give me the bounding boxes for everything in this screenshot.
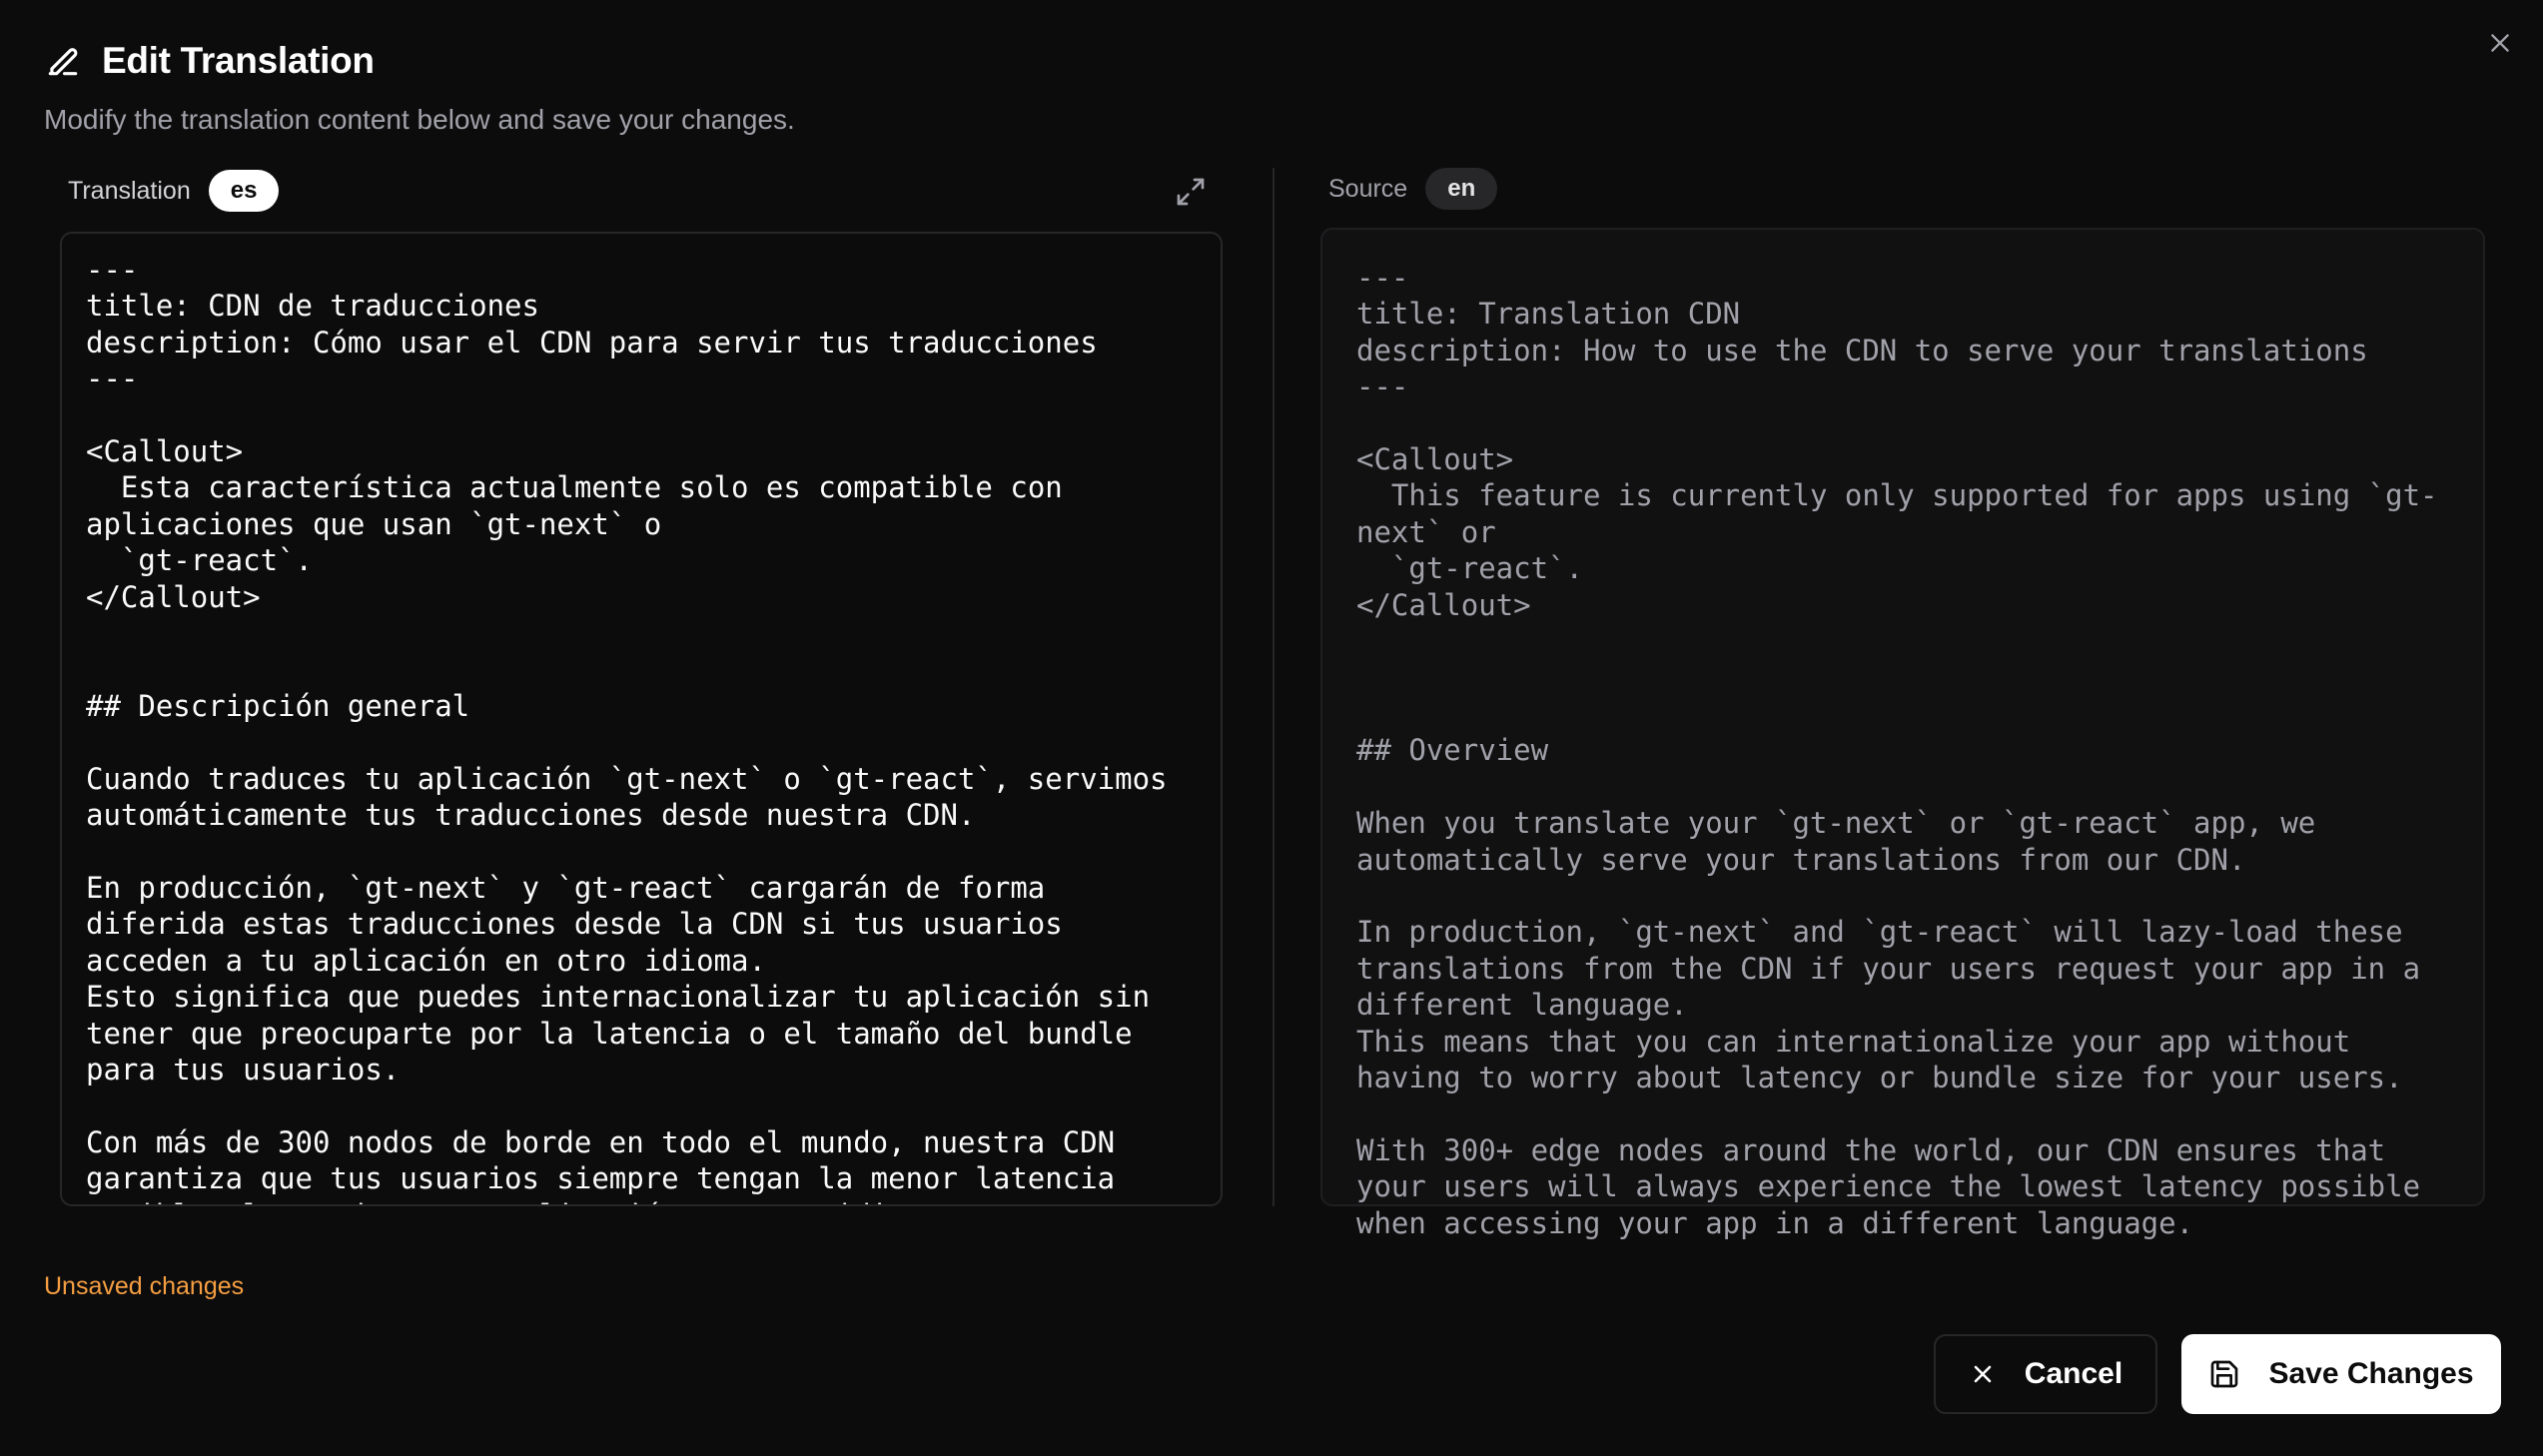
translation-header xyxy=(68,170,279,212)
source-header xyxy=(1328,168,1497,210)
pencil-icon xyxy=(44,42,82,80)
dialog-title: Edit Translation xyxy=(102,40,375,81)
expand-button[interactable] xyxy=(1173,174,1209,210)
close-button[interactable] xyxy=(2483,26,2517,60)
translation-editor[interactable] xyxy=(60,232,1223,1206)
cancel-button[interactable] xyxy=(1934,1334,2157,1414)
source-lang-badge: en xyxy=(1425,168,1497,210)
panel-divider xyxy=(1272,168,1274,1206)
source-label: Source xyxy=(1328,174,1408,203)
translation-lang-badge: es xyxy=(209,170,280,212)
dialog-header xyxy=(44,40,795,136)
source-viewer: --- title: Translation CDN description: How to use the CDN to serve your translations --- <Callout> This feature is currently only supported for apps using `gt-next` or `gt-react`. </Callout> ## Overview When you translate your `gt-next` or `gt-react` app, we automatically serve your translations from our CDN. In production, `gt-next` and `gt-react` will lazy-load these translations from the CDN if your users request your app in a different language. This means that you can internationalize your app without having to worry about latency or bundle size for your users. With 300+ edge nodes around the world, our CDN ensures that your users will always experience the lowest latency possible when accessing your app in a different language. xyxy=(1320,228,2485,1206)
close-icon xyxy=(2487,30,2513,56)
save-label: Save Changes xyxy=(2268,1357,2474,1390)
unsaved-changes-status: Unsaved changes xyxy=(44,1272,245,1300)
dialog-subtitle: Modify the translation content below and save your changes. xyxy=(44,104,795,135)
cancel-label: Cancel xyxy=(2024,1357,2123,1390)
save-changes-button[interactable] xyxy=(2181,1334,2501,1414)
save-icon xyxy=(2208,1358,2240,1390)
expand-icon xyxy=(1175,176,1207,208)
close-icon xyxy=(1969,1360,1997,1388)
translation-label: Translation xyxy=(68,176,191,205)
